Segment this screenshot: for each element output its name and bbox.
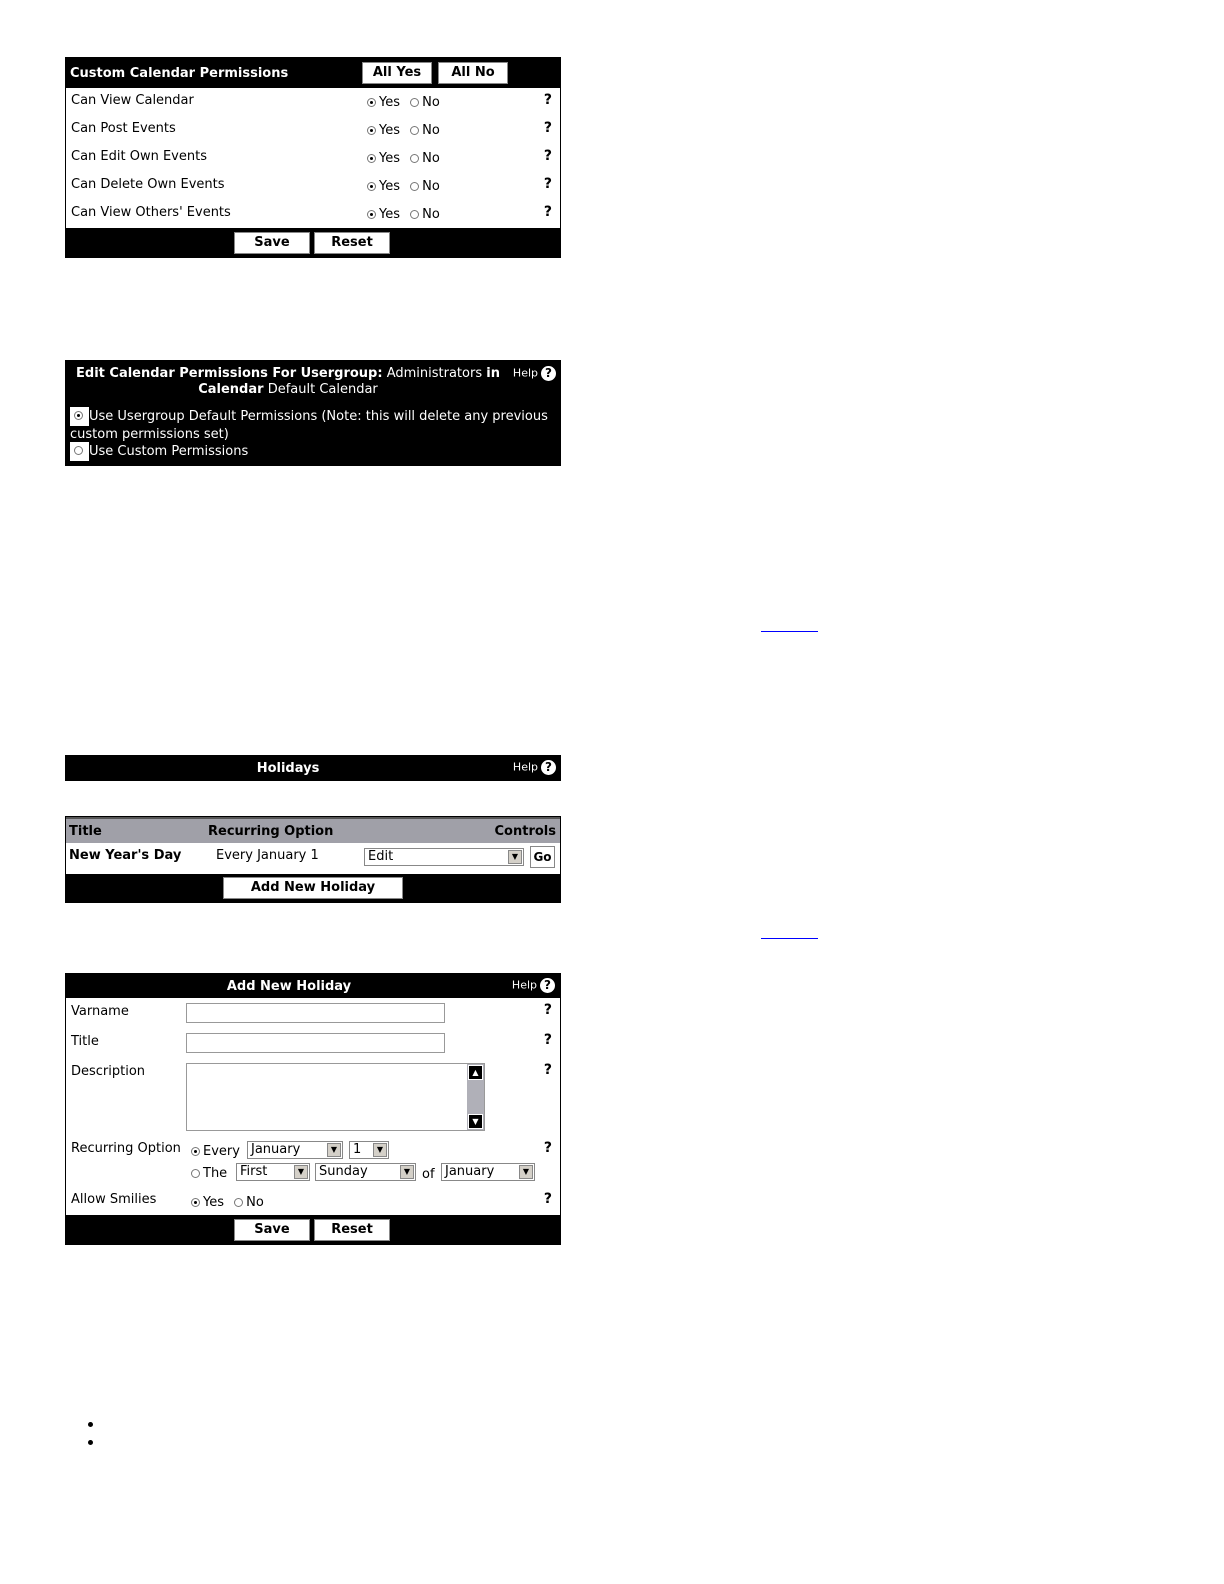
usergroup-name: Administrators xyxy=(386,366,483,381)
add-holiday-title: Add New Holiday xyxy=(226,979,352,994)
chevron-down-icon: ▼ xyxy=(400,1165,414,1179)
scroll-down-icon[interactable]: ▼ xyxy=(468,1114,483,1129)
description-label: Description xyxy=(71,1064,146,1079)
no-radio[interactable] xyxy=(410,154,419,163)
title-label: Title xyxy=(71,1034,99,1049)
help-question-icon[interactable]: ? xyxy=(543,1191,552,1207)
default-radio[interactable] xyxy=(70,407,89,426)
the-nth-select[interactable]: First ▼ xyxy=(236,1163,310,1181)
smilies-no-radio[interactable] xyxy=(234,1198,243,1207)
title-part: Calendar xyxy=(198,382,264,397)
help-question-icon[interactable]: ? xyxy=(543,204,552,220)
reset-button[interactable]: Reset xyxy=(314,1219,390,1241)
the-option[interactable] xyxy=(191,1166,227,1181)
help-link[interactable] xyxy=(513,760,556,775)
calendar-name: Default Calendar xyxy=(267,382,378,397)
help-question-icon[interactable]: ? xyxy=(543,92,552,108)
no-radio[interactable] xyxy=(410,98,419,107)
custom-permissions-header xyxy=(66,58,560,88)
title-part: Edit Calendar Permissions For Usergroup: xyxy=(76,366,383,381)
yes-label: Yes xyxy=(379,123,400,138)
no-radio[interactable] xyxy=(410,126,419,135)
chevron-down-icon: ▼ xyxy=(508,850,522,864)
add-holiday-panel xyxy=(65,973,561,1245)
no-label: No xyxy=(422,151,440,166)
list-item xyxy=(88,1440,93,1445)
chevron-down-icon: ▼ xyxy=(519,1165,533,1179)
perm-label: Can Delete Own Events xyxy=(71,177,225,192)
allow-smilies-label: Allow Smilies xyxy=(71,1192,157,1207)
help-question-icon[interactable]: ? xyxy=(543,1140,552,1156)
yes-radio[interactable] xyxy=(367,126,376,135)
help-label: Help xyxy=(512,760,538,774)
table-row xyxy=(66,843,560,871)
the-month-select[interactable]: January ▼ xyxy=(441,1163,535,1181)
no-label: No xyxy=(422,207,440,222)
panel-title: Custom Calendar Permissions xyxy=(70,66,289,81)
holidays-table xyxy=(65,816,561,903)
help-label: Help xyxy=(512,366,538,380)
holiday-recurring: Every January 1 xyxy=(216,848,319,863)
text-link[interactable] xyxy=(761,618,818,632)
yes-label: Yes xyxy=(379,95,400,110)
edit-permissions-panel xyxy=(65,360,561,466)
help-question-icon[interactable]: ? xyxy=(543,1032,552,1048)
every-option[interactable] xyxy=(191,1144,240,1159)
perm-row xyxy=(66,172,560,200)
perm-row xyxy=(66,200,560,228)
title-part: in xyxy=(486,366,500,381)
col-recurring: Recurring Option xyxy=(208,824,334,839)
help-question-icon[interactable]: ? xyxy=(543,1002,552,1018)
yes-label: Yes xyxy=(379,179,400,194)
no-label: No xyxy=(422,95,440,110)
every-label: Every xyxy=(203,1144,240,1159)
default-option-label: Use Usergroup Default Permissions (Note: this will delete any previous custom permissions set) xyxy=(70,409,548,442)
recurring-label: Recurring Option xyxy=(71,1141,181,1156)
perm-label: Can View Calendar xyxy=(71,93,194,108)
no-label: No xyxy=(246,1195,264,1210)
help-question-icon[interactable]: ? xyxy=(543,148,552,164)
no-label: No xyxy=(422,179,440,194)
title-input[interactable] xyxy=(186,1033,445,1053)
reset-button[interactable]: Reset xyxy=(314,232,390,254)
default-permissions-option[interactable] xyxy=(70,407,553,443)
custom-radio[interactable] xyxy=(70,442,89,461)
perm-label: Can View Others' Events xyxy=(71,205,231,220)
holidays-title: Holidays xyxy=(256,761,320,776)
no-radio[interactable] xyxy=(410,182,419,191)
add-holiday-footer xyxy=(66,1215,560,1245)
control-select[interactable]: Edit ▼ xyxy=(364,848,524,866)
table-footer xyxy=(66,874,560,903)
chevron-down-icon: ▼ xyxy=(327,1143,341,1157)
holidays-header xyxy=(65,755,561,781)
table-header xyxy=(66,817,560,843)
yes-radio[interactable] xyxy=(367,98,376,107)
text-link[interactable] xyxy=(761,925,818,939)
scroll-up-icon[interactable]: ▲ xyxy=(468,1065,483,1080)
description-textarea[interactable] xyxy=(186,1063,485,1131)
custom-option-label: Use Custom Permissions xyxy=(89,444,249,459)
perm-row xyxy=(66,144,560,172)
the-weekday-select[interactable]: Sunday ▼ xyxy=(315,1163,416,1181)
help-question-icon[interactable]: ? xyxy=(543,1062,552,1078)
every-radio[interactable] xyxy=(191,1147,200,1156)
col-title: Title xyxy=(69,824,102,839)
perm-label: Can Edit Own Events xyxy=(71,149,207,164)
help-icon: ? xyxy=(541,366,556,381)
list-item xyxy=(88,1422,93,1427)
the-label: The xyxy=(203,1166,228,1181)
yes-label: Yes xyxy=(379,207,400,222)
chevron-down-icon: ▼ xyxy=(373,1143,387,1157)
every-month-select[interactable]: January ▼ xyxy=(247,1141,343,1159)
all-yes-button[interactable]: All Yes xyxy=(362,62,432,84)
perm-row xyxy=(66,116,560,144)
help-link[interactable] xyxy=(512,978,555,993)
yes-radio[interactable] xyxy=(367,210,376,219)
custom-permissions-panel xyxy=(65,57,561,258)
edit-permissions-title xyxy=(65,366,511,398)
varname-input[interactable] xyxy=(186,1003,445,1023)
of-label: of xyxy=(422,1167,435,1182)
help-icon: ? xyxy=(541,760,556,775)
bullet-list xyxy=(88,1422,93,1445)
perm-row xyxy=(66,88,560,116)
yes-radio[interactable] xyxy=(367,182,376,191)
every-day-select[interactable]: 1 ▼ xyxy=(349,1141,389,1159)
save-button[interactable]: Save xyxy=(234,232,310,254)
help-question-icon[interactable]: ? xyxy=(543,120,552,136)
add-holiday-header xyxy=(66,974,560,998)
yes-label: Yes xyxy=(379,151,400,166)
perm-label: Can Post Events xyxy=(71,121,176,136)
help-icon: ? xyxy=(540,978,555,993)
col-controls: Controls xyxy=(494,824,556,839)
chevron-down-icon: ▼ xyxy=(294,1165,308,1179)
the-radio[interactable] xyxy=(191,1169,200,1178)
save-button[interactable]: Save xyxy=(234,1219,310,1241)
yes-radio[interactable] xyxy=(367,154,376,163)
help-question-icon[interactable]: ? xyxy=(543,176,552,192)
help-link[interactable] xyxy=(513,366,556,381)
custom-permissions-option[interactable] xyxy=(70,442,553,461)
all-no-button[interactable]: All No xyxy=(438,62,508,84)
no-label: No xyxy=(422,123,440,138)
smilies-yes-radio[interactable] xyxy=(191,1198,200,1207)
custom-permissions-footer xyxy=(66,228,560,258)
varname-label: Varname xyxy=(71,1004,129,1019)
add-new-holiday-button[interactable]: Add New Holiday xyxy=(223,877,403,899)
yes-label: Yes xyxy=(203,1195,224,1210)
help-label: Help xyxy=(511,978,537,992)
holiday-title: New Year's Day xyxy=(69,848,182,863)
scrollbar[interactable] xyxy=(467,1064,484,1130)
go-button[interactable]: Go xyxy=(530,846,555,868)
no-radio[interactable] xyxy=(410,210,419,219)
